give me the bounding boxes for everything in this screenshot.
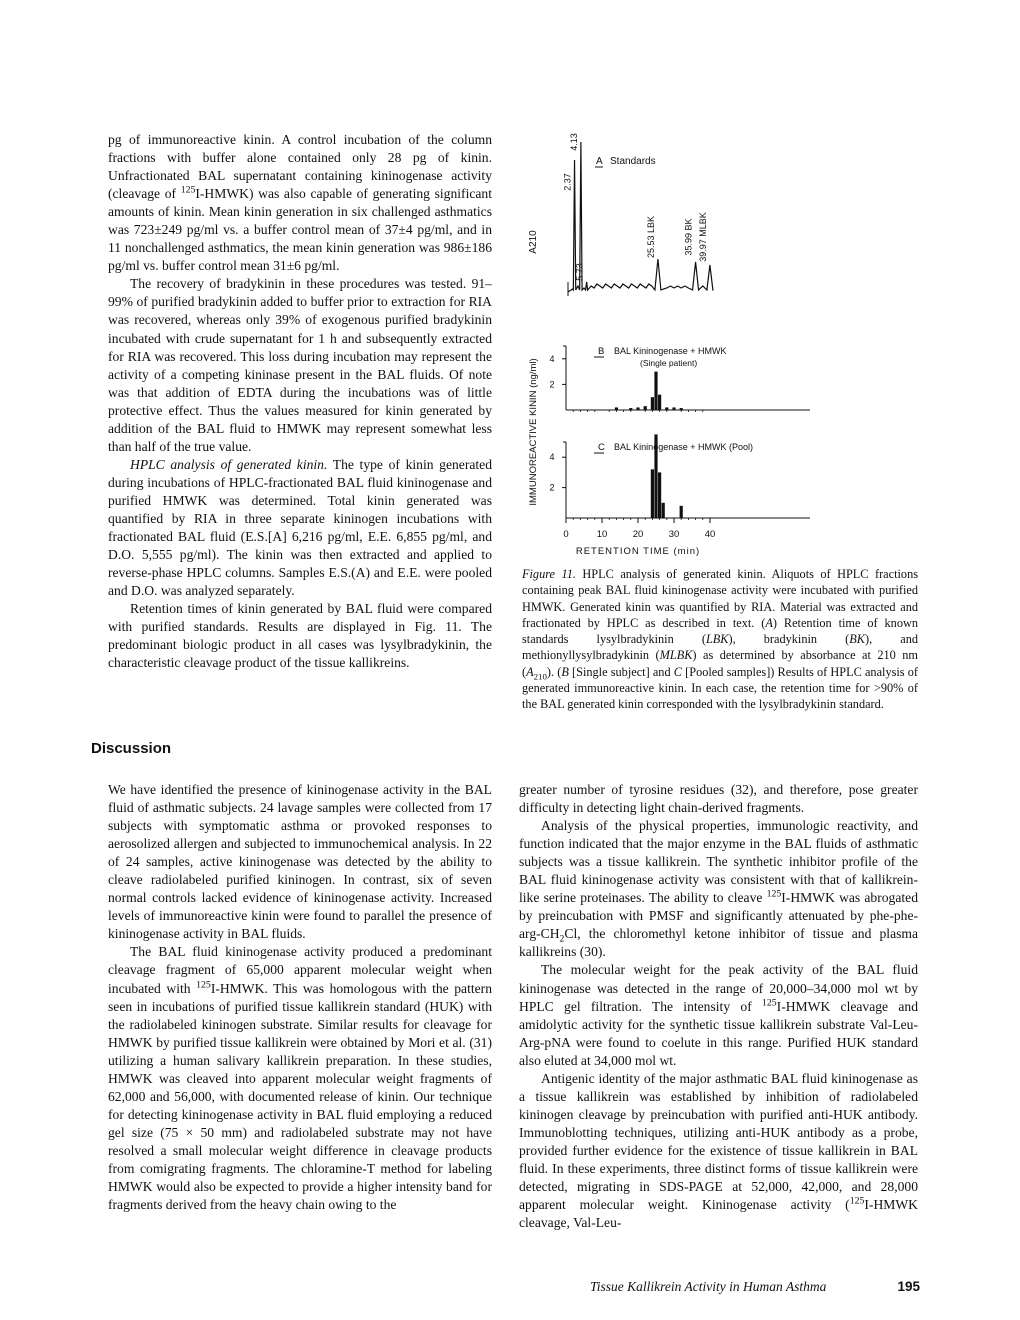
- panel-b-bar: [644, 406, 647, 410]
- panel-b-letter: B: [598, 346, 605, 357]
- figure-11-chart: [510, 112, 840, 567]
- x-tick-label: 20: [632, 529, 644, 540]
- page-number: 195: [897, 1279, 920, 1294]
- panel-c-title: BAL Kininogenase + HMWK (Pool): [614, 442, 753, 452]
- running-title: Tissue Kallikrein Activity in Human Asthma: [590, 1279, 827, 1294]
- panel-b-bar: [651, 397, 654, 410]
- panel-b-y-tick-label: 4: [549, 353, 555, 364]
- paragraph: The BAL fluid kininogenase activity produced a predominant cleavage fragment of 65,000 apparent molecular weight when incubated with $^{125}$I-HMWK. This was homologous with the pattern seen in incubations of purified tissue kallikrein standard (HUK) with the radiolabeled kininogen substrate. Similar results for cleavage for HMWK by purified tissue kallikrein were obtained by Mori et al. (31) utilizing a human salivary kallikrein preparation. In these studies, HMWK was cleaved into apparent molecular weight fragments of 62,000 and 56,000, with documented release of kinin. Our technique for detecting kininogenase activity in BAL fluid employing a reduced gel size (75 × 50 mm) and radiolabeled substrate may not have resolved a small molecular weight difference in cleavage products from comigrating fragments. The chloramine-T method for labeling HMWK would also be expected to provide a higher intensity band for fragments derived from the heavy chain owing to the: [108, 944, 492, 1213]
- panel-c-y-tick-label: 2: [549, 482, 555, 493]
- paragraph: HPLC analysis of generated kinin. The type of kinin generated during incubations of HPLC-fractionated BAL fluid kininogenase and purified HMWK was determined. Total kinin generated was quantified by RIA in three separate kininogen incubations with fractionated BAL fluid (E.S.[A] 6,216 pg/ml, E.E. 6,855 pg/ml, and D.O. 5,555 pg/ml). The kinin was then extracted and applied to reverse-phase HPLC columns. Samples E.S.(A) and E.E. were pooled and D.O. was analyzed separately.: [108, 456, 492, 599]
- paragraph: We have identified the presence of kininogenase activity in the BAL fluid of asthmatic subjects. 24 lavage samples were collected from 17 subjects with symptomatic asthma or provoked responses to aerosolized allergen and subjected to immunochemical analysis. In 22 of 24 samples, active kininogenase was detected by the ability to cleave radiolabeled purified kininogen. In contrast, six of seven normal controls lacked evidence of kininogenase activity. Increased levels of immunoreactive kinin were found to parallel the presence of kininogenase activity in BAL fluids.: [108, 782, 492, 942]
- panel-b-title: BAL Kininogenase + HMWK: [614, 346, 727, 356]
- chart-svg: [510, 112, 840, 562]
- panel-b-subtitle: (Single patient): [640, 358, 698, 368]
- panel-c-bar: [651, 469, 654, 518]
- caption-text: Figure 11. HPLC analysis of generated kinin. Aliquots of HPLC fractions containing peak BAL fluid kininogenase activity were incubated with purified HMWK. Generated kinin was quantified by RIA. Material was extracted and fractionated by HPLC as described in text. (A) Retention time of known standards lysylbradykinin (LBK), bradykinin (BK), and methionyllysylbradykinin (MLBK) as determined by absorbance at 210 nm $(A_{210})$. (B [Single subject] and C [Pooled samples]) Results of HPLC analysis of generated immunoreactive kinin. In each case, the retention time for >90% of the BAL generated kinin corresponded with the lysylbradykinin standard.: [522, 567, 919, 712]
- panel-b-bar: [665, 407, 668, 410]
- panel-a-letter: A: [596, 156, 603, 167]
- x-tick-label: 30: [668, 529, 680, 540]
- paragraph: Analysis of the physical properties, immunologic reactivity, and function indicated that the major enzyme in the BAL fluids of asthmatic subjects was a tissue kallikrein. The synthetic inhibitor profile of the BAL fluid kininogenase activity was consistent with that of kallikrein-like serine proteinases. The ability to cleave $^{125}$I-HMWK was abrogated by preincubation with PMSF and significantly attenuated by phe-$phe-arg-CH_2Cl$, the chloromethyl ketone inhibitor of tissue and plasma kallikreins (30).: [519, 818, 918, 960]
- peak-label: 35.99 BK: [683, 218, 694, 256]
- panel-b-bar: [654, 372, 657, 410]
- panel-b-bar: [629, 408, 632, 410]
- section-heading-discussion: Discussion: [91, 740, 172, 757]
- paragraph: Antigenic identity of the major asthmatic BAL fluid kininogenase as a tissue kallikrein was established by inhibition of radiolabeled kininogen cleavage by preincubation with purified anti-HUK antibody. Immunoblotting techniques, utilizing anti-HUK antibody as a probe, provided further evidence for the existence of tissue kallikrein in BAL fluid. In these experiments, three distinct forms of tissue kallikrein were detected, migrating in SDS-PAGE at 52,000, 42,000, and 28,000 apparent molecular weight. Kininogenase activity ($^{125}$I-HMWK cleavage, Val-Leu-: [519, 1070, 918, 1231]
- panel-a-ylabel: A210: [528, 230, 539, 254]
- x-axis-label: RETENTION TIME (min): [575, 546, 701, 557]
- paragraph: The recovery of bradykinin in these procedures was tested. 91–99% of purified bradykinin added to buffer prior to extraction for RIA was recovered, whereas only 39% of exogenous purified bradykinin incubated with crude supernatant for 1 h and subsequently extracted for RIA was recovered. This loss during incubation may represent the activity of a competing kininase present in the BAL fluids. Of note was that addition of EDTA during the incubations was of little protective effect. Thus the values measured for kinin generated by addition of the BAL fluid to HMWK may represent somewhat less than half of the true value.: [108, 276, 492, 454]
- panel-b-bar: [615, 407, 618, 410]
- x-tick-label: 10: [596, 529, 608, 540]
- text-column-bottom-right: [519, 781, 918, 1232]
- peak-label: 5.73: [574, 263, 585, 281]
- x-tick-label: 0: [563, 529, 569, 540]
- peak-label: 39.97 MLBK: [697, 212, 708, 262]
- panel-b-bar: [680, 408, 683, 410]
- paragraph: pg of immunoreactive kinin. A control incubation of the column fractions with buffer alone contained only 28 pg of kinin. Unfractionated BAL supernatant containing kininogenase activity (cleavage of $^{125}$I-HMWK) was also capable of generating significant amounts of kinin. Mean kinin generation in six challenged asthmatics was 723±249 pg/ml vs. a buffer control mean of 37±4 pg/ml, and in 11 nonchallenged asthmatics, the mean kinin generation was 986±186 pg/ml vs. buffer control mean 31±6 pg/ml.: [108, 132, 492, 274]
- panel-a-title: Standards: [610, 156, 656, 167]
- peak-label: 4.13: [568, 133, 579, 151]
- panel-c-bar: [662, 503, 665, 518]
- figure-11-caption: [522, 566, 918, 713]
- peak-label: 25.53 LBK: [645, 215, 656, 259]
- panel-c-bar: [658, 472, 661, 518]
- paragraph: Retention times of kinin generated by BAL fluid were compared with purified standards. Results are displayed in Fig. 11. The predominant biologic product in all cases was lysylbradykinin, the characteristic cleavage product of the tissue kallikreins.: [108, 601, 492, 671]
- panel-b-bar: [658, 395, 661, 410]
- text-column-bottom-left: [108, 781, 492, 1214]
- x-tick-label: 40: [704, 529, 716, 540]
- panel-b-bar: [672, 407, 675, 410]
- panel-c-bar: [680, 506, 683, 518]
- shared-ylabel: IMMUNOREACTIVE KININ (ng/ml): [528, 358, 539, 506]
- panel-c-letter: C: [598, 442, 605, 453]
- peak-label: 2.37: [562, 173, 573, 191]
- paragraph: The molecular weight for the peak activity of the BAL fluid kininogenase was detected in the range of 20,000–34,000 mol wt by HPLC gel filtration. The intensity of $^{125}$I-HMWK cleavage and amidolytic activity for the synthetic tissue kallikrein substrate Val-Leu-Arg-pNA were found to coelute in this range. Purified HUK standard also eluted at 34,000 mol wt.: [519, 962, 918, 1068]
- panel-c-y-tick-label: 4: [549, 452, 555, 463]
- panel-b-bar: [636, 407, 639, 410]
- panel-b-y-tick-label: 2: [549, 379, 555, 390]
- paragraph: greater number of tyrosine residues (32), and therefore, pose greater difficulty in detecting light chain-derived fragments.: [519, 782, 918, 816]
- text-column-top-left: [108, 131, 492, 672]
